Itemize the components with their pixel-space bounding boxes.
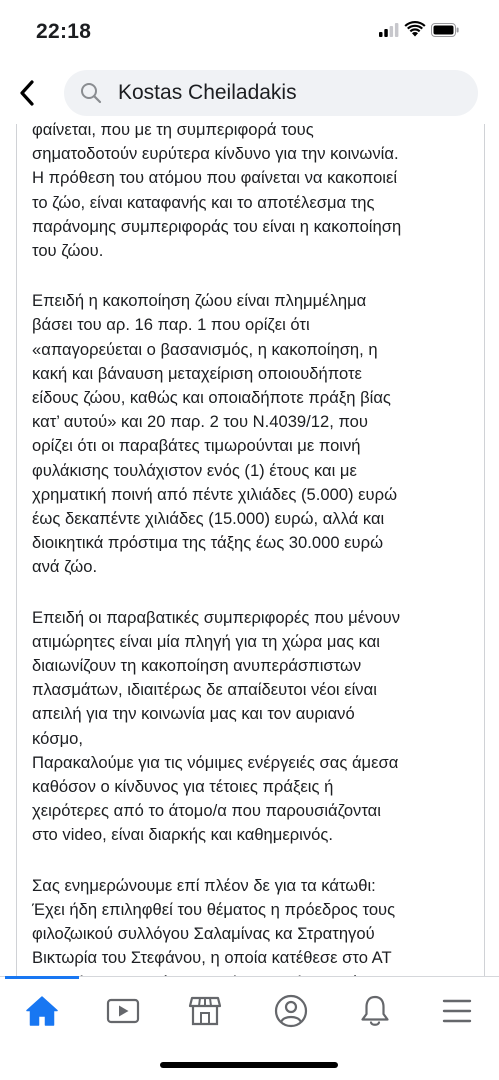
post-paragraph: Επειδή οι παραβατικές συμπεριφορές που μένουν ατιμώρητες είναι μία πληγή για τη χώρα μας και διαιωνίζουν τη κακοποίηση ανυπεράσπιστων πλασμάτων, ιδιαιτέρως δε απαίδευτοι νέοι είναι απειλή για την κοινωνία μας και τον αυριανό κόσμο, Παρακαλούμε για τις νόμιμες ενέργειές σας άμεσα καθόσον ο κίνδυνος για τέτοιες πράξεις ή χειρότερες από το άτομο/α που παρουσιάζονται στο video, είναι διαρκής και καθημερινός.	[32, 607, 400, 845]
wifi-icon	[405, 22, 425, 42]
active-tab-indicator	[5, 976, 79, 979]
marketplace-icon	[188, 995, 222, 1027]
tab-marketplace[interactable]	[180, 988, 230, 1034]
search-header	[0, 62, 499, 124]
post-paragraph: Σας ενημερώνουμε επί πλέον δε για τα κάτωθι: Έχει ήδη επιληφθεί του θέματος η πρόεδρος τους φιλοζωικού συλλόγου Σαλαμίνας κα Στρατηγού Βικτωρία του Στεφάνου, η οποία κατέθεσε στο ΑΤ	[32, 875, 396, 968]
menu-icon	[442, 998, 472, 1024]
video-icon	[106, 996, 140, 1026]
status-icons	[379, 22, 459, 42]
search-query-text[interactable]: Kostas Cheiladakis	[118, 81, 297, 104]
status-time: 22:18	[36, 20, 92, 43]
post-paragraph: φαίνεται, που με τη συμπεριφορά τους σηματοδοτούν ευρύτερα κίνδυνο για την κοινωνία. Η πρόθεση του ατόμου που φαίνεται να κακοποιεί το ζώο, είναι καταφανής και το αποτέλεσμα της παράνομης συμπεριφοράς του είναι η κακοποίηση του ζώου.	[32, 120, 402, 261]
tab-video[interactable]	[98, 988, 148, 1034]
battery-icon	[431, 23, 459, 42]
profile-icon	[274, 994, 308, 1028]
back-button[interactable]	[12, 76, 42, 110]
tab-home[interactable]	[17, 988, 67, 1034]
home-indicator	[160, 1062, 338, 1068]
post-paragraph: Επειδή η κακοποίηση ζώου είναι πλημμέλημα βάσει του αρ. 16 παρ. 1 που ορίζει ότι «απαγορεύεται ο βασανισμός, η κακοποίηση, η κακή και βάναυση μεταχείριση οποιουδήποτε είδους ζώου, καθώς και οποιαδήποτε πράξη βίας κατ’ αυτού» και 20 παρ. 2 του Ν.4039/12, που ορίζει ότι οι παραβάτες τιμωρούνται με ποινή φυλάκισης τουλάχιστον ενός (1) έτους και με χρηματική ποινή από πέντε χιλιάδες (5.000) ευρώ έως δεκαπέντε χιλιάδες (15.000) ευρώ, αλλά και διοικητικά πρόστιμα της τάξης έως 30.000 ευρώ ανά ζώο.	[32, 291, 398, 577]
search-bar[interactable]	[64, 70, 478, 116]
chevron-left-icon	[19, 80, 35, 106]
post-text	[32, 118, 477, 1021]
status-bar	[0, 0, 499, 62]
search-icon	[80, 82, 102, 104]
tab-notifications[interactable]	[350, 988, 400, 1034]
tab-menu[interactable]	[432, 988, 482, 1034]
tab-profile[interactable]	[266, 988, 316, 1034]
cellular-signal-icon	[379, 23, 399, 42]
home-icon	[25, 995, 59, 1027]
notifications-bell-icon	[359, 994, 391, 1028]
post-content	[16, 120, 485, 976]
